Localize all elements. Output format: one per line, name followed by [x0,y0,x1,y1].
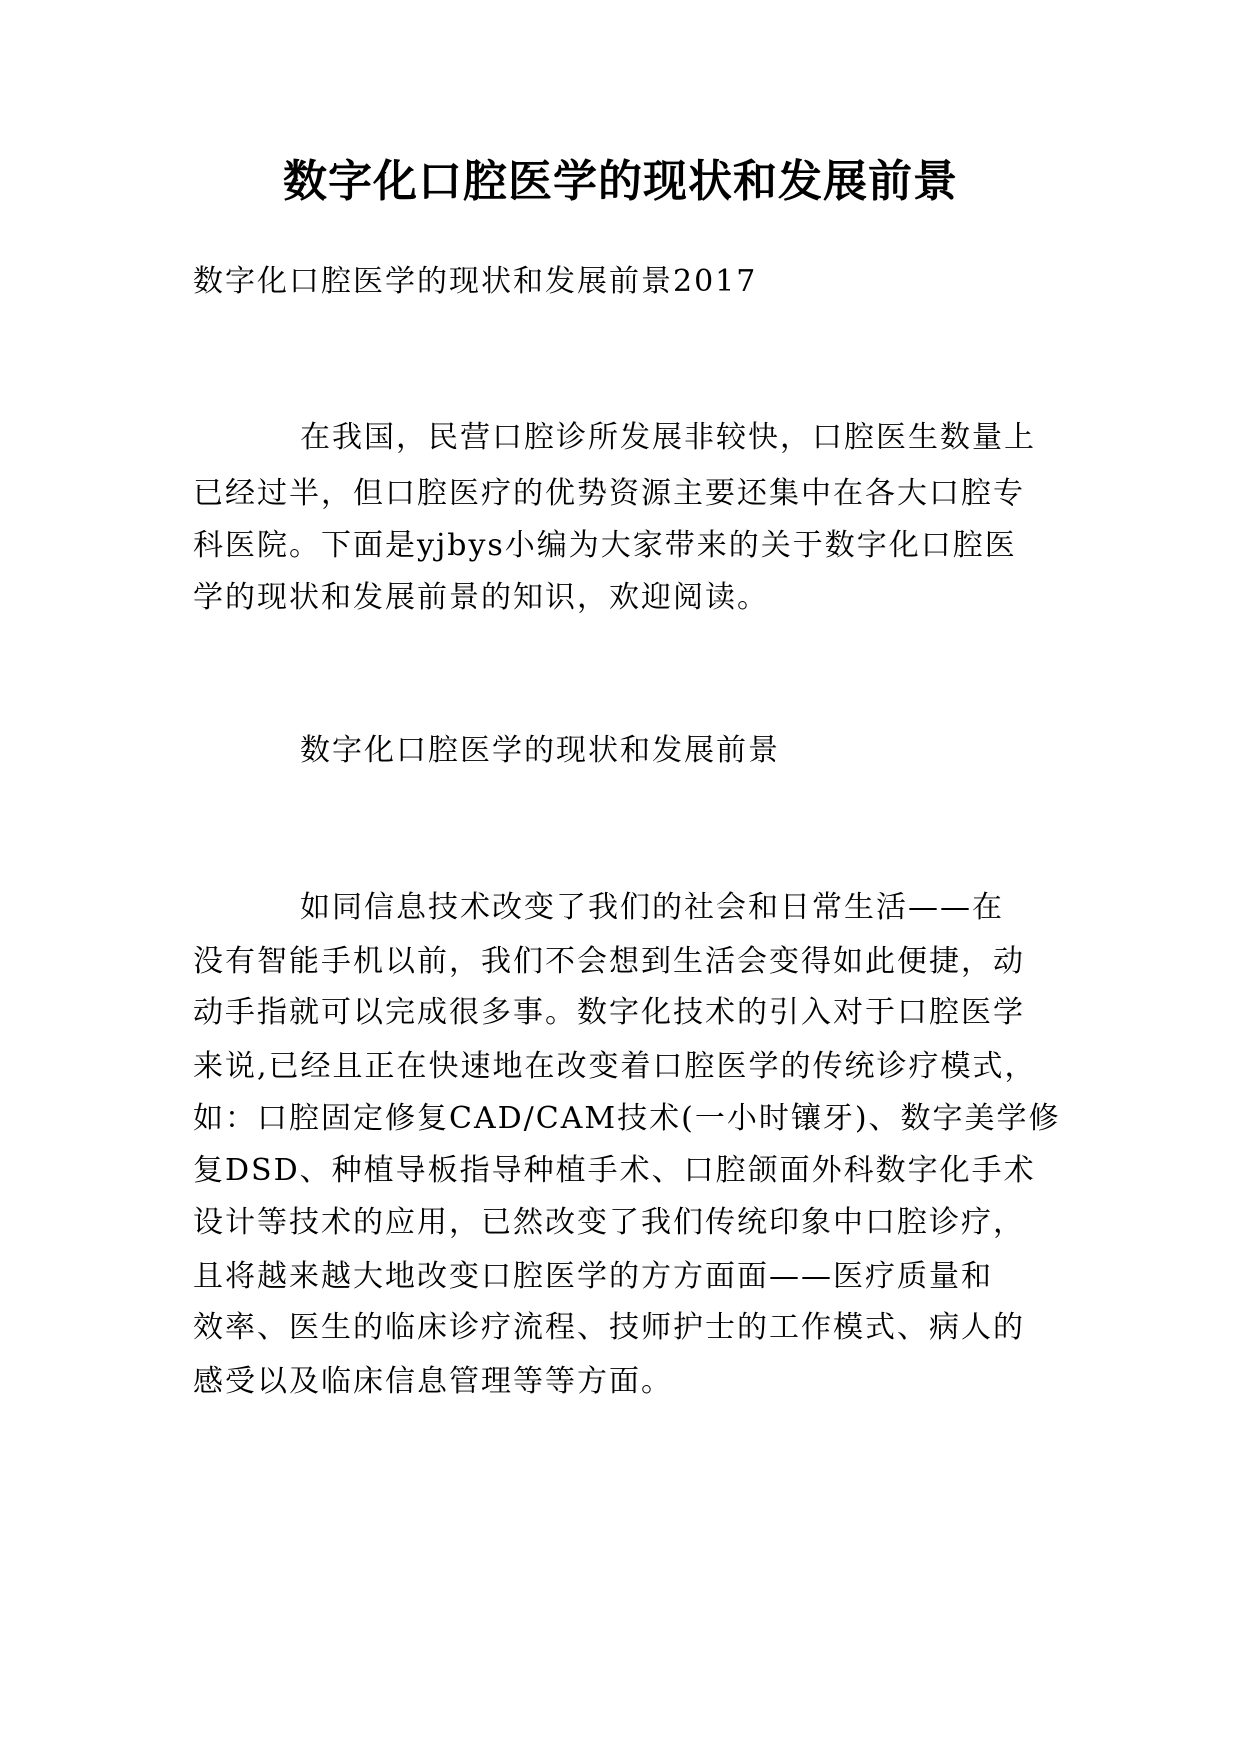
body-line: 如：口腔固定修复CAD/CAM技术(一小时镶牙)、数字美学修 [193,1101,1061,1136]
body-line: 如同信息技术改变了我们的社会和日常生活——在 [300,890,1004,925]
intro-line: 在我国，民营口腔诊所发展非较快，口腔医生数量上 [300,420,1036,455]
body-line: 效率、医生的临床诊疗流程、技师护士的工作模式、病人的 [193,1310,1025,1345]
section-heading: 数字化口腔医学的现状和发展前景 [300,733,780,768]
intro-line: 科医院。下面是yjbys小编为大家带来的关于数字化口腔医 [193,528,1017,563]
intro-line: 已经过半，但口腔医疗的优势资源主要还集中在各大口腔专 [193,476,1025,511]
body-line: 且将越来越大地改变口腔医学的方方面面——医疗质量和 [193,1259,993,1294]
body-line: 没有智能手机以前，我们不会想到生活会变得如此便捷，动 [193,944,1025,979]
document-title: 数字化口腔医学的现状和发展前景 [283,156,958,207]
body-line: 感受以及临床信息管理等等方面。 [193,1364,673,1399]
document-subtitle: 数字化口腔医学的现状和发展前景2017 [193,264,758,299]
body-line: 复DSD、种植导板指导种植手术、口腔颌面外科数字化手术 [193,1153,1036,1188]
body-line: 动手指就可以完成很多事。数字化技术的引入对于口腔医学 [193,995,1025,1030]
body-line: 来说,已经且正在快速地在改变着口腔医学的传统诊疗模式， [193,1049,1037,1084]
intro-line: 学的现状和发展前景的知识，欢迎阅读。 [193,580,769,615]
body-line: 设计等技术的应用，已然改变了我们传统印象中口腔诊疗， [193,1205,1025,1240]
